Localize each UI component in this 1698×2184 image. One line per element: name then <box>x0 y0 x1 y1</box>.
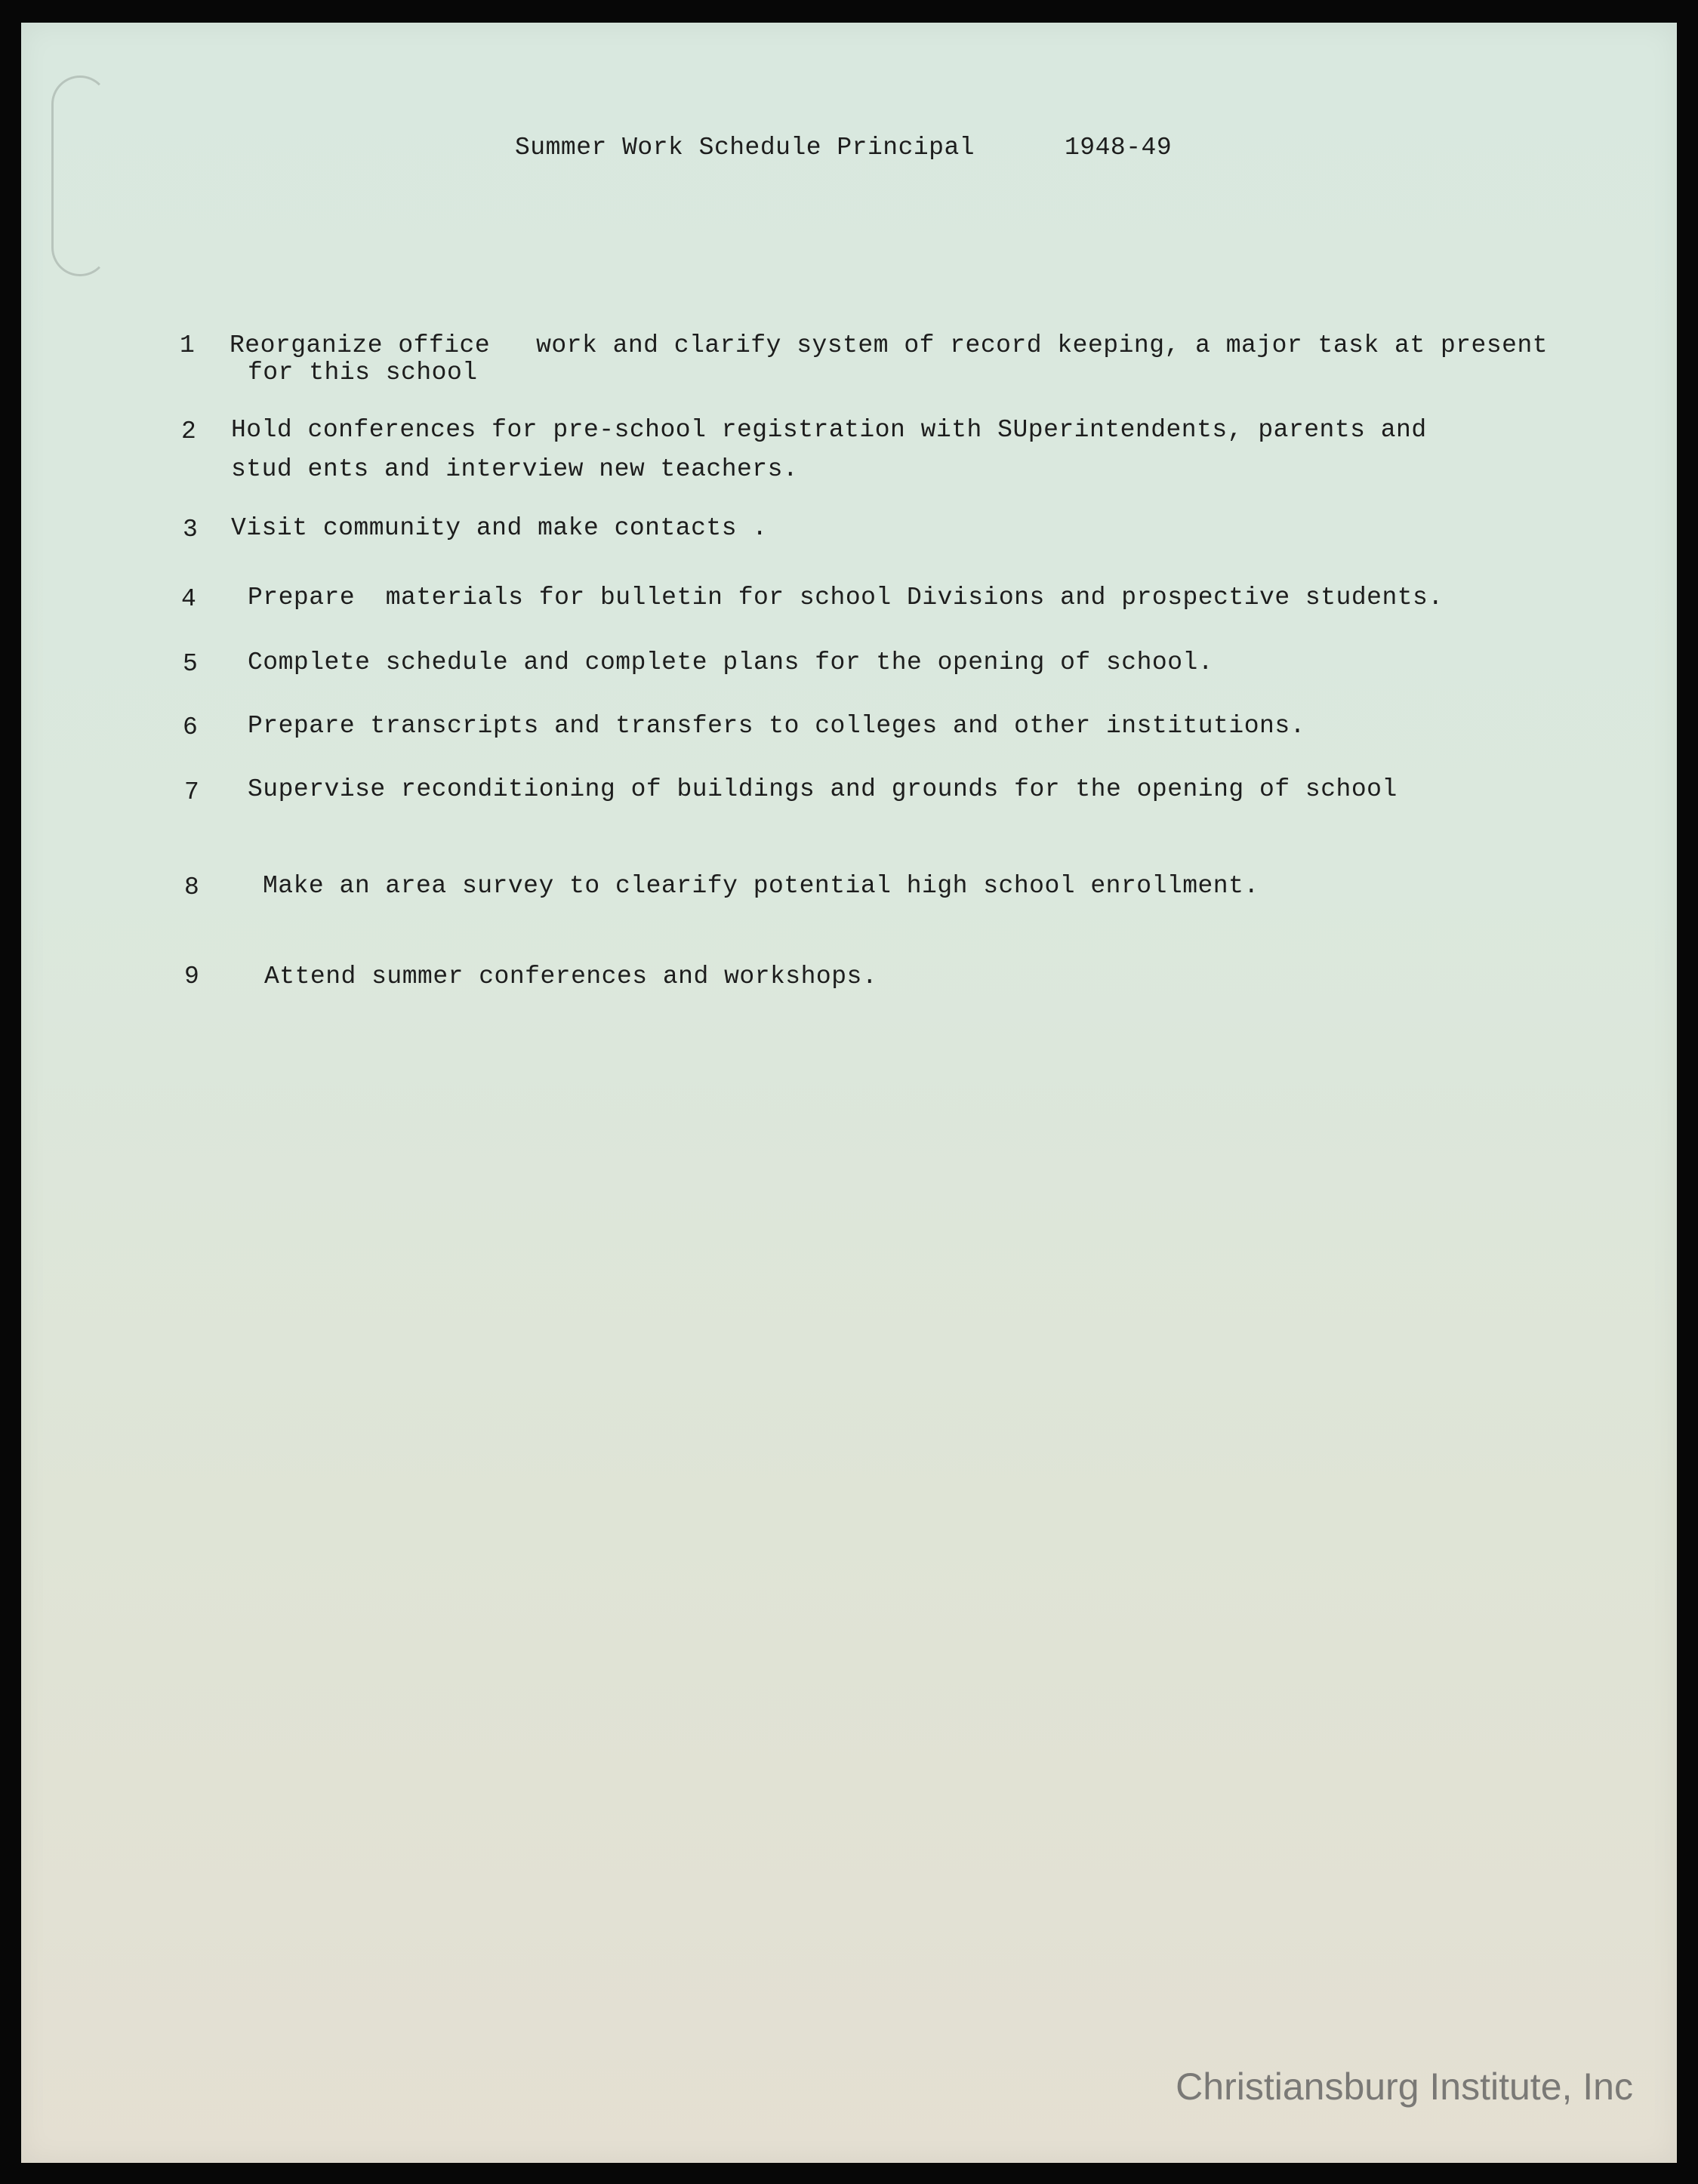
item-text: Reorganize office work and clarify system of record keeping, a major task at present <box>230 331 1549 359</box>
document-title: Summer Work Schedule Principal <box>515 134 975 162</box>
item-number: 6 <box>183 713 199 741</box>
item-number: 4 <box>181 585 197 613</box>
item-number: 9 <box>184 963 200 990</box>
item-number: 5 <box>183 650 199 678</box>
item-text: Prepare transcripts and transfers to colleges and other institutions. <box>248 712 1305 740</box>
paperclip-mark <box>51 75 109 276</box>
item-number: 2 <box>181 417 197 445</box>
item-number: 8 <box>184 873 200 901</box>
archive-watermark: Christiansburg Institute, Inc <box>1176 2065 1633 2108</box>
item-text: Make an area survey to clearify potential high school enrollment. <box>263 872 1259 900</box>
item-text: Attend summer conferences and workshops. <box>264 963 878 990</box>
item-text: Supervise reconditioning of buildings and grounds for the opening of school <box>248 775 1398 803</box>
item-text: Prepare materials for bulletin for school Divisions and prospective students. <box>248 584 1444 611</box>
item-text: Hold conferences for pre-school registration with SUperintendents, parents and <box>231 416 1427 444</box>
document-year: 1948-49 <box>1065 134 1173 162</box>
item-number: 3 <box>183 516 199 544</box>
item-number: 1 <box>180 331 196 359</box>
item-text-continued: stud ents and interview new teachers. <box>231 455 799 483</box>
item-text: Visit community and make contacts . <box>231 514 768 542</box>
item-number: 7 <box>184 778 200 806</box>
item-text: Complete schedule and complete plans for the opening of school. <box>248 648 1214 676</box>
item-text-continued: for this school <box>248 359 478 387</box>
